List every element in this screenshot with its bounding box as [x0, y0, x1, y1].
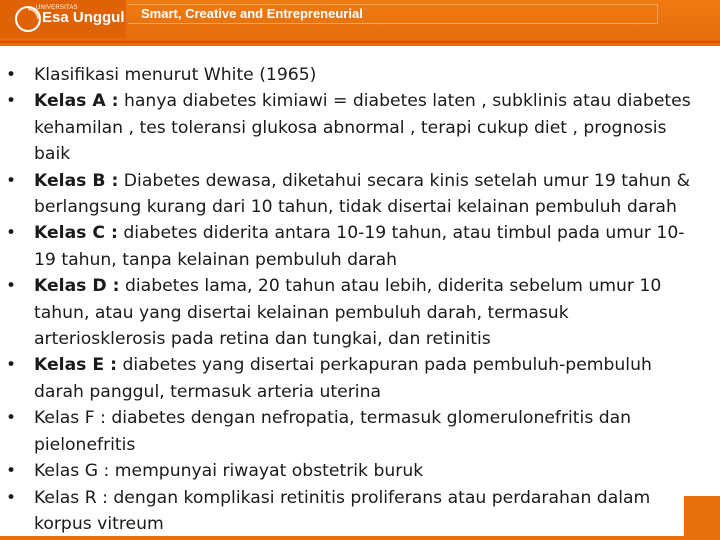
list-item	[0, 352, 720, 405]
list-item	[0, 405, 720, 458]
item-text: Diabetes dewasa, diketahui secara kinis setelah umur 19 tahun & berlangsung kurang dari 10 tahun, tidak disertai kelainan pembuluh darah	[34, 170, 691, 218]
list-item	[0, 88, 720, 167]
item-prefix: Kelas B :	[34, 170, 119, 191]
item-text: diabetes lama, 20 tahun atau lebih, diderita sebelum umur 10 tahun, atau yang disertai kelainan pembuluh darah, termasuk arteriosklerosis pada retina dan tungkai, dan retinitis	[34, 276, 662, 350]
bullet-icon: •	[6, 170, 17, 191]
bullet-icon: •	[6, 65, 17, 85]
item-prefix: Kelas A :	[34, 91, 119, 112]
bullet-icon: •	[6, 487, 17, 508]
logo-subtitle: UNIVERSITAS	[36, 5, 78, 11]
list-item	[0, 62, 720, 88]
item-text: Klasifikasi menurut White (1965)	[34, 65, 317, 85]
bullet-icon: •	[6, 461, 17, 482]
university-logo	[0, 0, 126, 38]
list-item	[0, 168, 720, 221]
logo-name: Esa Unggul	[42, 9, 125, 26]
item-text: hanya diabetes kimiawi = diabetes laten , subklinis atau diabetes kehamilan , tes toleransi glukosa abnormal , terapi cukup diet , prognosis baik	[34, 91, 691, 165]
item-text: diabetes diderita antara 10-19 tahun, atau timbul pada umur 10-19 tahun, tanpa kelainan pembuluh darah	[34, 223, 685, 270]
bullet-icon: •	[6, 223, 17, 244]
item-text: Kelas G : mempunyai riwayat obstetrik buruk	[34, 461, 424, 482]
footer-bottom-bar	[0, 536, 720, 540]
list-item	[0, 220, 720, 273]
item-text: Kelas F : diabetes dengan nefropatia, termasuk glomerulonefritis dan pielonefritis	[34, 408, 632, 455]
list-item	[0, 458, 720, 484]
item-text: Kelas R : dengan komplikasi retinitis proliferans atau perdarahan dalam korpus vitreum	[34, 487, 651, 534]
bullet-icon: •	[6, 408, 17, 429]
list-item	[0, 273, 720, 352]
list-item	[0, 485, 720, 538]
bullet-list	[0, 62, 720, 537]
item-text: diabetes yang disertai perkapuran pada pembuluh-pembuluh darah panggul, termasuk arteria uterina	[34, 355, 652, 402]
tagline: Smart, Creative and Entrepreneurial	[141, 6, 363, 21]
item-prefix: Kelas E :	[34, 355, 117, 376]
bullet-icon: •	[6, 91, 17, 112]
bullet-icon: •	[6, 276, 17, 297]
header-bar	[0, 0, 720, 46]
item-prefix: Kelas D :	[34, 276, 120, 297]
footer-accent-bar	[684, 496, 720, 540]
bullet-icon: •	[6, 355, 17, 376]
item-prefix: Kelas C :	[34, 223, 118, 244]
header-divider	[0, 41, 720, 43]
slide-content	[0, 62, 720, 540]
